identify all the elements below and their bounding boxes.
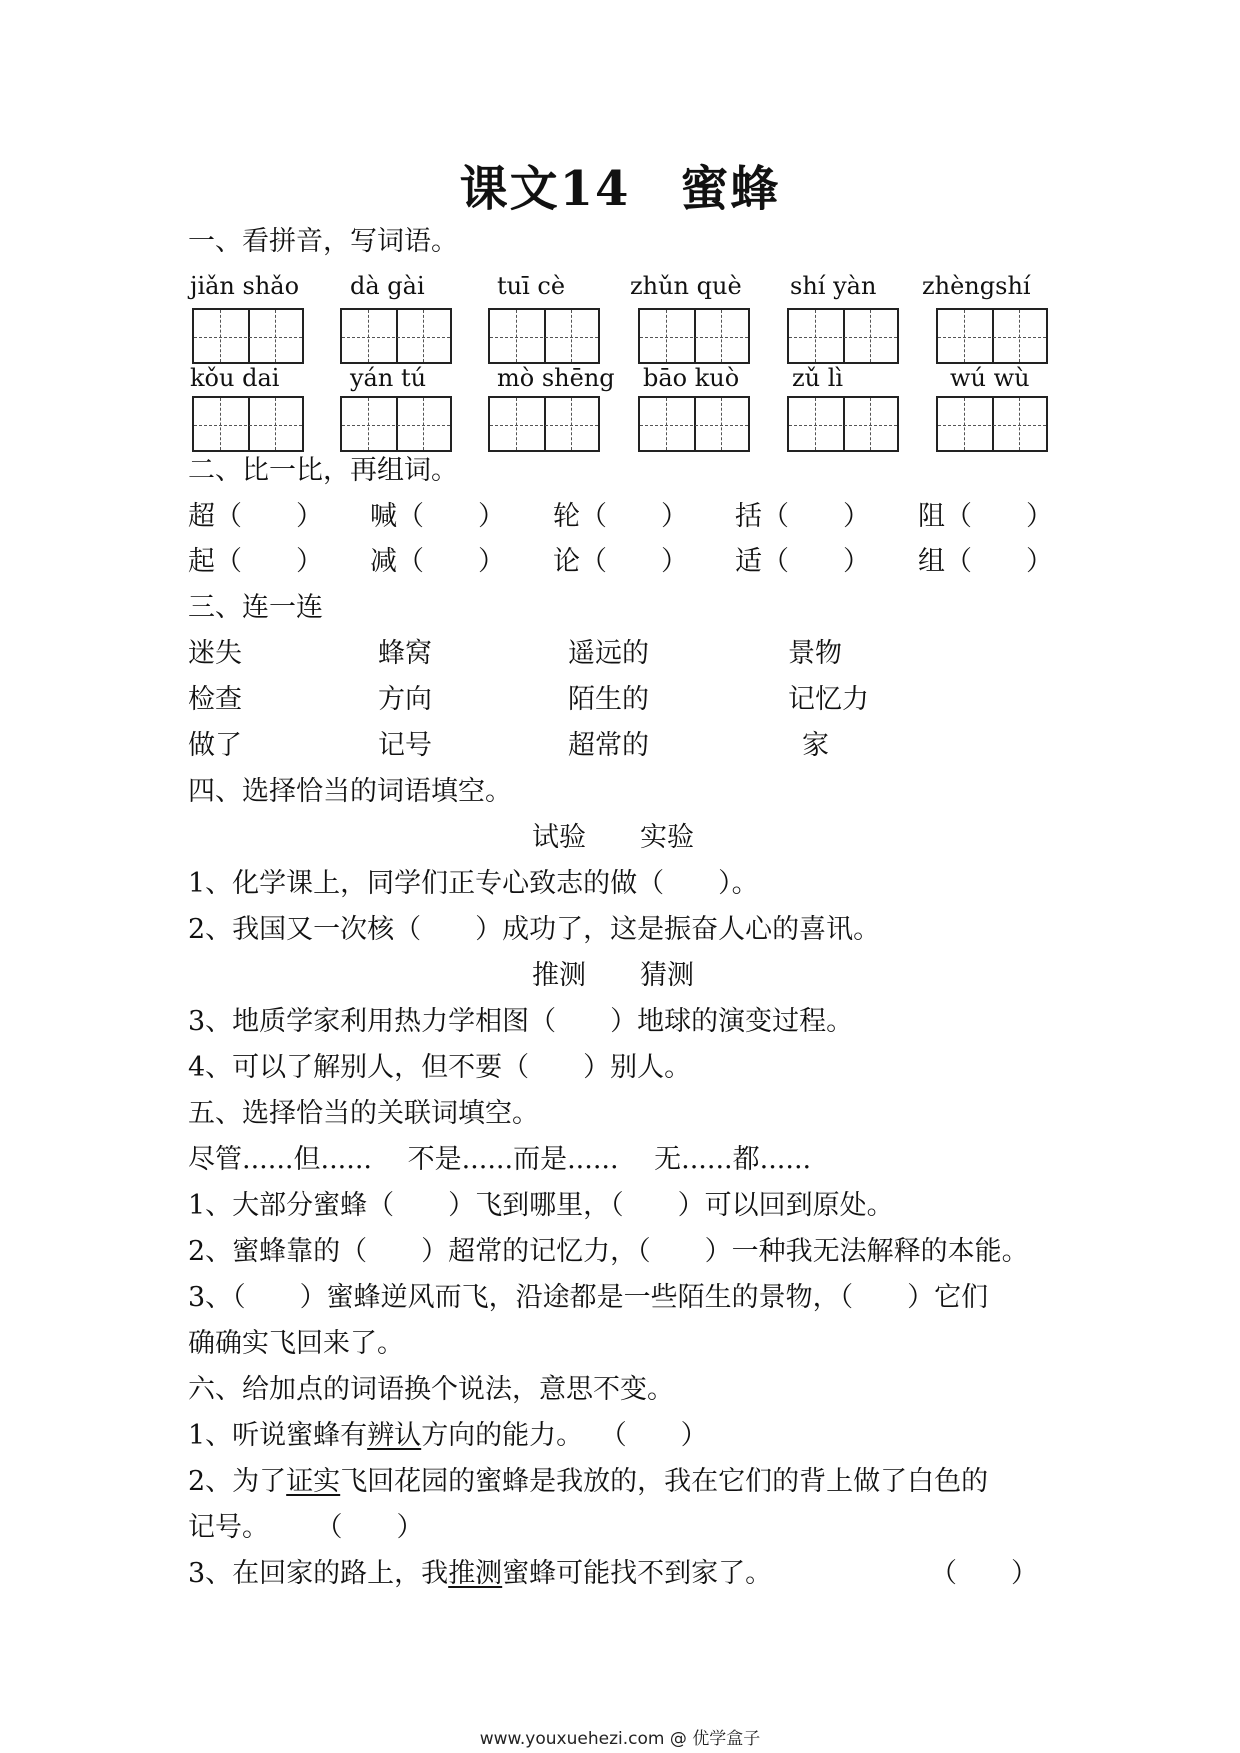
compare-item: 阻（ ） [918, 501, 1053, 532]
section-6-heading: 六、给加点的词语换个说法，意思不变。 [188, 1374, 674, 1405]
question-6-3 [188, 1557, 772, 1591]
pinyin-label: bāo kuò [643, 364, 740, 392]
compare-item: 论（ ） [553, 546, 688, 577]
answer-blank[interactable]: （ ） [329, 1512, 424, 1543]
question-6-1 [188, 1419, 708, 1453]
writing-grid[interactable] [340, 396, 452, 452]
pinyin-label: yán tú [350, 364, 427, 392]
word-options-1: 试验 实验 [532, 822, 694, 853]
compare-item: 适（ ） [735, 546, 870, 577]
question-5-2: 2、蜜蜂靠的（ ）超常的记忆力，（ ）一种我无法解释的本能。 [188, 1236, 1029, 1267]
question-4-1: 1、化学课上，同学们正专心致志的做（ ）。 [188, 868, 759, 899]
pinyin-label: zǔ lì [792, 364, 844, 392]
pinyin-label: mò shēng [497, 364, 615, 392]
pinyin-label: kǒu dai [190, 364, 280, 392]
section-4-heading: 四、选择恰当的词语填空。 [188, 776, 512, 807]
writing-grid[interactable] [192, 308, 304, 364]
compare-item: 起（ ） [188, 546, 323, 577]
dotted-word: 辨认 [367, 1420, 422, 1451]
match-word[interactable]: 做了 [188, 730, 242, 761]
compare-item: 超（ ） [188, 501, 323, 532]
question-4-2: 2、我国又一次核（ ）成功了，这是振奋人心的喜讯。 [188, 914, 881, 945]
question-5-3-continued: 确确实飞回来了。 [188, 1328, 404, 1359]
compare-item: 组（ ） [918, 546, 1053, 577]
pinyin-label: zhǔn què [630, 272, 742, 300]
conjunction-options: 尽管......但...... 不是......而是...... 无......都...... [188, 1144, 812, 1175]
dotted-word: 证实 [286, 1466, 341, 1497]
match-word[interactable]: 景物 [788, 638, 842, 669]
answer-blank[interactable]: （ ） [613, 1420, 708, 1451]
match-word[interactable]: 检查 [188, 684, 242, 715]
match-word[interactable]: 记号 [378, 730, 432, 761]
section-3-heading: 三、连一连 [188, 592, 323, 623]
writing-grid[interactable] [488, 396, 600, 452]
pinyin-label: wú wù [950, 364, 1030, 392]
match-word[interactable]: 陌生的 [568, 684, 649, 715]
pinyin-label: tuī cè [497, 272, 566, 300]
writing-grid[interactable] [192, 396, 304, 452]
compare-item: 减（ ） [370, 546, 505, 577]
match-word[interactable]: 蜂窝 [378, 638, 432, 669]
pinyin-label: shí yàn [790, 272, 877, 300]
writing-grid[interactable] [638, 308, 750, 364]
question-4-4: 4、可以了解别人，但不要（ ）别人。 [188, 1052, 692, 1083]
footer-watermark: www.youxuehezi.com @ 优学盒子 [479, 1729, 761, 1749]
question-6-2-continued [188, 1511, 424, 1545]
section-1-heading: 一、看拼音，写词语。 [188, 226, 458, 257]
question-6-2 [188, 1465, 988, 1499]
writing-grid[interactable] [638, 396, 750, 452]
section-2-heading: 二、比一比，再组词。 [188, 455, 458, 486]
section-5-heading: 五、选择恰当的关联词填空。 [188, 1098, 539, 1129]
match-word[interactable]: 遥远的 [568, 638, 649, 669]
question-5-1: 1、大部分蜜蜂（ ）飞到哪里，（ ）可以回到原处。 [188, 1190, 894, 1221]
text: 飞回花园的蜜蜂是我放的，我在它们的背上做了白色的 [340, 1466, 989, 1497]
text: 蜜蜂可能找不到家了。 [502, 1558, 773, 1589]
word-options-2: 推测 猜测 [532, 960, 694, 991]
writing-grid[interactable] [936, 396, 1048, 452]
writing-grid[interactable] [787, 308, 899, 364]
text: 1、听说蜜蜂有 [188, 1420, 368, 1451]
match-word[interactable]: 方向 [378, 684, 432, 715]
pinyin-label: jiǎn shǎo [190, 272, 300, 300]
writing-grid[interactable] [340, 308, 452, 364]
compare-item: 轮（ ） [553, 501, 688, 532]
answer-blank[interactable]: （ ） [930, 1558, 1038, 1589]
pinyin-label: dà gài [350, 272, 425, 300]
text: 方向的能力。 [421, 1420, 584, 1451]
question-4-3: 3、地质学家利用热力学相图（ ）地球的演变过程。 [188, 1006, 854, 1037]
compare-item: 喊（ ） [370, 501, 505, 532]
writing-grid[interactable] [936, 308, 1048, 364]
writing-grid[interactable] [787, 396, 899, 452]
page-title: 课文14 蜜蜂 [459, 161, 781, 217]
match-word[interactable]: 迷失 [188, 638, 242, 669]
match-word[interactable]: 家 [802, 730, 829, 761]
pinyin-label: zhèngshí [922, 272, 1031, 300]
match-word[interactable]: 记忆力 [788, 684, 869, 715]
question-5-3: 3、（ ）蜜蜂逆风而飞，沿途都是一些陌生的景物，（ ）它们 [188, 1282, 989, 1313]
compare-item: 括（ ） [735, 501, 870, 532]
text: 2、为了 [188, 1466, 287, 1497]
text: 记号。 [188, 1512, 269, 1543]
match-word[interactable]: 超常的 [568, 730, 649, 761]
writing-grid[interactable] [488, 308, 600, 364]
text: 3、在回家的路上，我 [188, 1558, 449, 1589]
dotted-word: 推测 [448, 1558, 503, 1589]
